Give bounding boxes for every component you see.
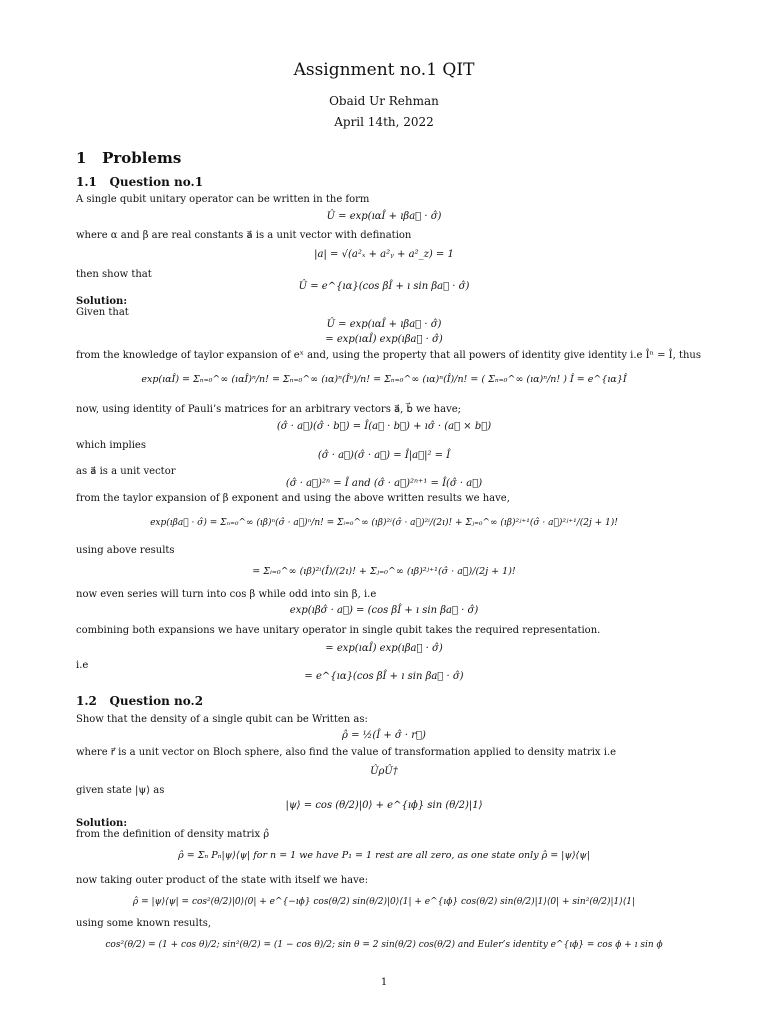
q1-equation-7: (σ̂ · a⃗)(σ̂ · b⃗) = Î(a⃗ · b⃗) + ıσ̂ · (a⃗ × b⃗) xyxy=(276,421,492,432)
q1-paragraph-8: from the taylor expansion of β exponent and using the above written results we have, xyxy=(76,493,510,504)
section-title: Problems xyxy=(102,149,182,167)
q1-equation-5: = exp(ıαÎ) exp(ıβa⃗ · σ̂) xyxy=(325,334,443,345)
subsection-title: Question no.1 xyxy=(109,175,204,189)
q1-equation-10: exp(ıβa⃗ · σ̂) = Σₙ₌₀^∞ (ıβ)ⁿ(σ̂ · a⃗)ⁿ/n! = Σᵢ₌₀^∞ (ıβ)²ⁱ(σ̂ · a⃗)²ⁱ/(2ı)! + Σⱼ₌₀^∞ (ıβ)²ʲ⁺¹(σ̂ · a⃗)²ʲ⁺¹/(2j + 1)! xyxy=(150,518,618,528)
q1-equation-4: Û = exp(ıαÎ + ıβa⃗ · σ̂) xyxy=(326,319,442,330)
page-number: 1 xyxy=(380,977,388,988)
q1-paragraph-2: where α and β are real constants a⃗ is a unit vector with defination xyxy=(76,230,412,241)
q1-paragraph-3: then show that xyxy=(76,269,152,280)
q2-equation-6: cos²(θ/2) = (1 + cos θ)/2; sin²(θ/2) = (1 − cos θ)/2; sin θ = 2 sin(θ/2) cos(θ/2) and Euler’s identity e^{ıϕ} = cos ϕ + ı sin ϕ xyxy=(105,940,663,950)
q1-paragraph-12: i.e xyxy=(76,660,89,671)
q1-paragraph-7: as a⃗ is a unit vector xyxy=(76,466,176,477)
section-number: 1 xyxy=(76,149,87,167)
q2-paragraph-3: given state |ψ⟩ as xyxy=(76,785,165,796)
q2-equation-2: ÛρÛ† xyxy=(370,766,398,777)
subsection-heading-q1 xyxy=(76,175,203,189)
q2-paragraph-6: using some known results, xyxy=(76,918,212,929)
q2-paragraph-1: Show that the density of a single qubit can be Written as: xyxy=(76,714,368,725)
q1-paragraph-10: now even series will turn into cos β while odd into sin β, i.e xyxy=(76,589,377,600)
section-heading xyxy=(76,149,181,167)
q2-equation-1: ρ̂ = ½(Î + σ̂ · r⃗) xyxy=(342,730,426,741)
q1-paragraph-11: combining both expansions we have unitary operator in single qubit takes the required representation. xyxy=(76,625,601,636)
q2-paragraph-5: now taking outer product of the state with itself we have: xyxy=(76,875,369,886)
q1-paragraph-6: which implies xyxy=(76,440,146,451)
q2-paragraph-2: where r⃗ is a unit vector on Bloch sphere, also find the value of transformation applied to density matrix i.e xyxy=(76,747,617,758)
q2-equation-3: |ψ⟩ = cos (θ/2)|0⟩ + e^{ıϕ} sin (θ/2)|1⟩ xyxy=(285,800,483,811)
q1-equation-9: (σ̂ · a⃗)²ⁿ = Î and (σ̂ · a⃗)²ⁿ⁺¹ = Î(σ̂ · a⃗) xyxy=(285,478,483,489)
q1-equation-13: = exp(ıαÎ) exp(ıβa⃗ · σ̂) xyxy=(325,643,443,654)
q1-solution-label: Solution: xyxy=(76,296,128,307)
q2-equation-5: ρ̂ = |ψ⟩⟨ψ| = cos²(θ/2)|0⟩⟨0| + e^{−ıϕ} cos(θ/2) sin(θ/2)|0⟩⟨1| + e^{ıϕ} cos(θ/2) sin(θ/2)|1⟩⟨0| + sin²(θ/2)|1⟩⟨1| xyxy=(132,897,636,907)
q1-equation-1: Û = exp(ıαÎ + ıβa⃗ · σ̂) xyxy=(326,211,442,222)
q1-equation-2: |a| = √(a²ₓ + a²ᵧ + a²_z) = 1 xyxy=(314,249,454,260)
q2-paragraph-4: from the definition of density matrix ρ̂ xyxy=(76,829,270,840)
q1-equation-8: (σ̂ · a⃗)(σ̂ · a⃗) = Î|a⃗|² = Î xyxy=(317,450,451,461)
subsection-heading-q2 xyxy=(76,694,203,708)
q1-paragraph-1: A single qubit unitary operator can be written in the form xyxy=(76,194,370,205)
q1-equation-14: = e^{ıα}(cos βÎ + ı sin βa⃗ · σ̂) xyxy=(304,671,464,682)
subsection-number: 1.2 xyxy=(76,694,97,708)
q1-equation-3: Û = e^{ıα}(cos βÎ + ı sin βa⃗ · σ̂) xyxy=(298,281,470,292)
q1-given-text: Given that xyxy=(76,307,129,318)
author: Obaid Ur Rehman xyxy=(329,94,439,108)
q1-paragraph-4: from the knowledge of taylor expansion of eˣ and, using the property that all powers of identity give identity i.e Îⁿ = Î, thus xyxy=(76,350,702,361)
q1-equation-11: = Σᵢ₌₀^∞ (ıβ)²ⁱ(Î)/(2ı)! + Σⱼ₌₀^∞ (ıβ)²ʲ⁺¹(σ̂ · a⃗)/(2j + 1)! xyxy=(252,566,516,577)
document-title: Assignment no.1 QIT xyxy=(293,60,475,80)
date: April 14th, 2022 xyxy=(334,115,434,129)
q1-equation-6: exp(ıαÎ) = Σₙ₌₀^∞ (ıαÎ)ⁿ/n! = Σₙ₌₀^∞ (ıα)ⁿ(Îⁿ)/n! = Σₙ₌₀^∞ (ıα)ⁿ(Î)/n! = ( Σₙ₌₀^∞ (ıα)ⁿ/n! ) Î = e^{ıα}Î xyxy=(141,374,627,385)
q1-paragraph-5: now, using identity of Pauli’s matrices for an arbitrary vectors a⃗, b⃗ we have; xyxy=(76,404,462,415)
subsection-title: Question no.2 xyxy=(109,694,204,708)
q2-equation-4: ρ̂ = Σₙ Pₙ|ψ⟩⟨ψ| for n = 1 we have P₁ = 1 rest are all zero, as one state only ρ̂ = |ψ⟩⟨ψ| xyxy=(178,850,590,861)
q1-equation-12: exp(ıβσ̂ · a⃗) = (cos βÎ + ı sin βa⃗ · σ̂) xyxy=(289,605,479,616)
q1-paragraph-9: using above results xyxy=(76,545,175,556)
subsection-number: 1.1 xyxy=(76,175,97,189)
q2-solution-label: Solution: xyxy=(76,818,128,829)
